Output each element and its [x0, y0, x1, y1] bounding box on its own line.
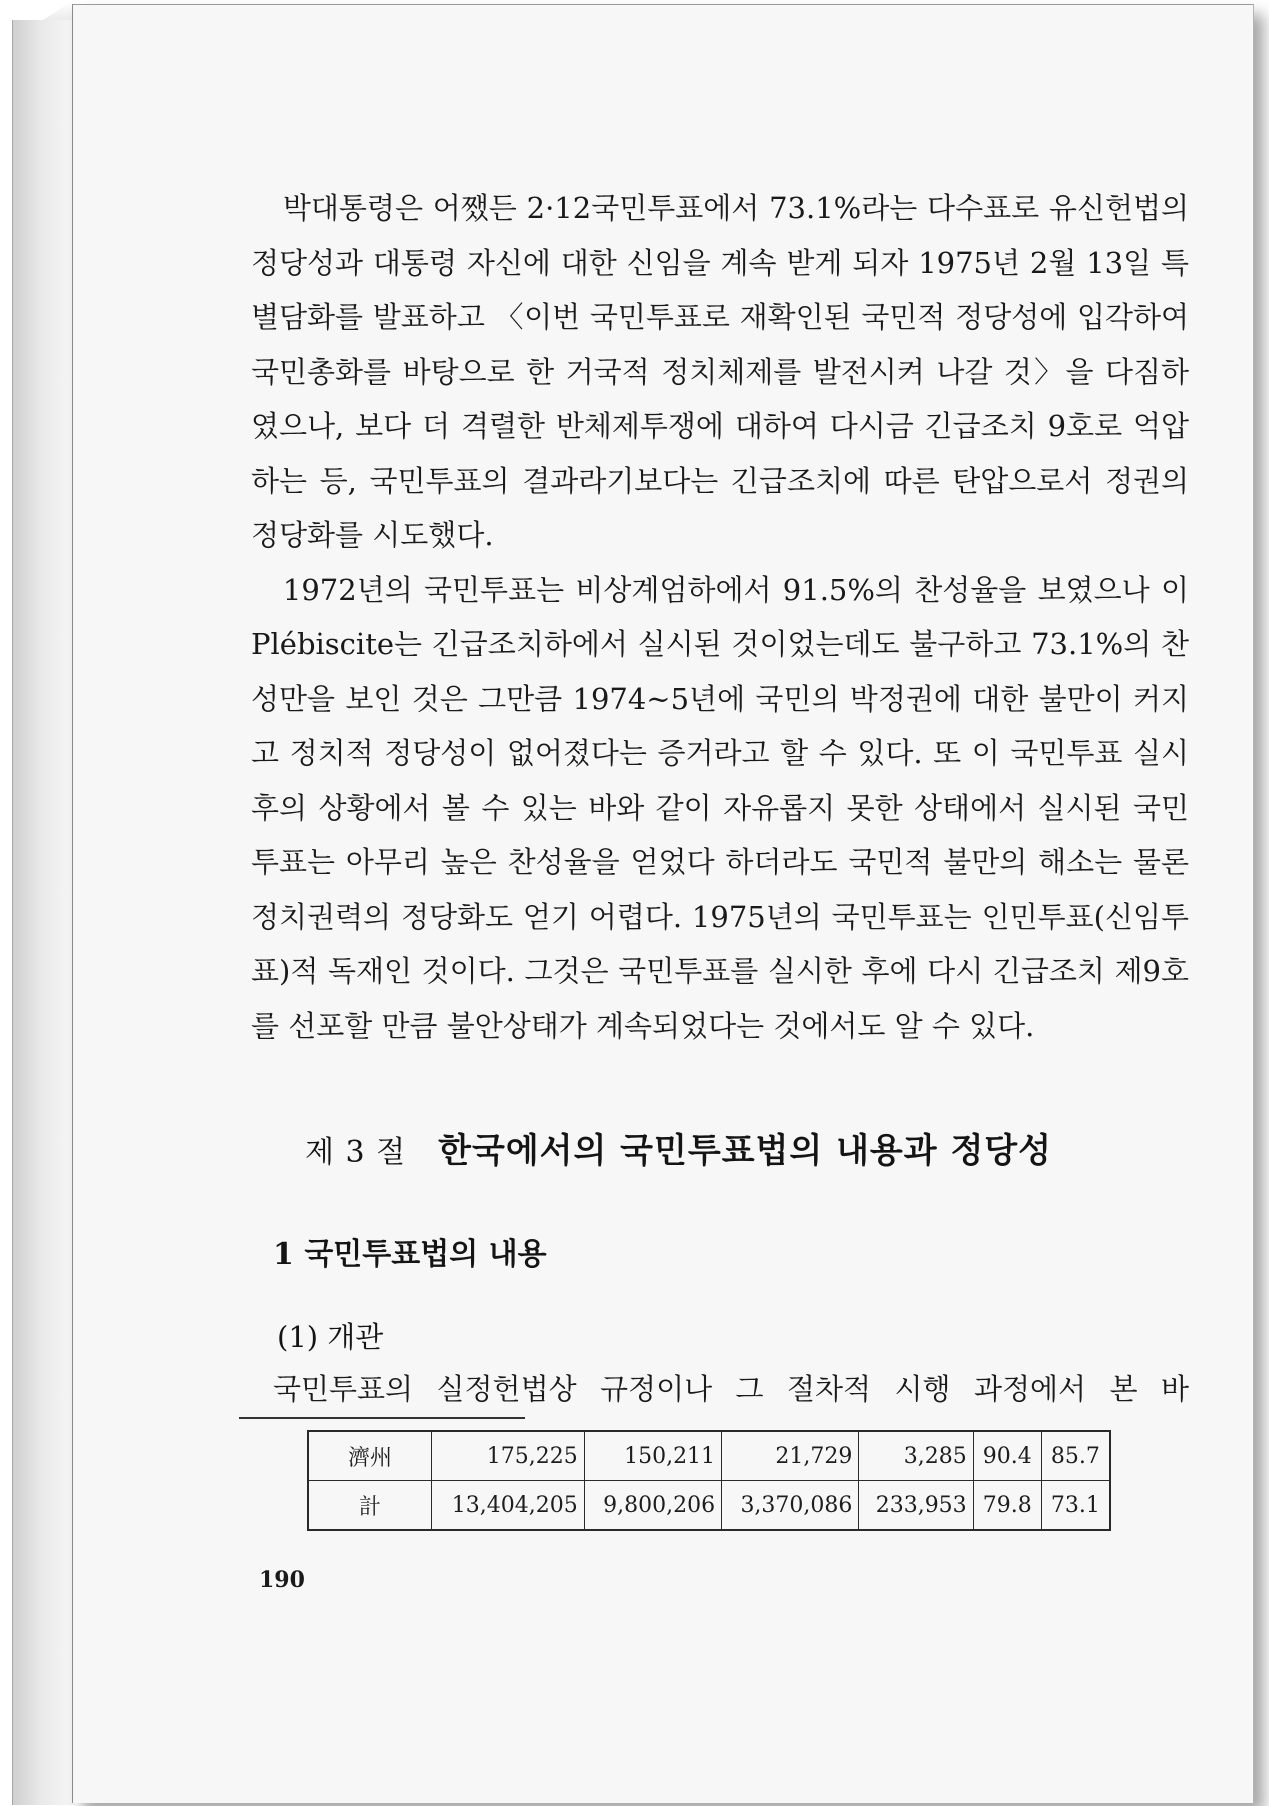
table-cell: 90.4: [973, 1431, 1041, 1481]
table-cell: 3,370,086: [722, 1481, 859, 1531]
table-cell: 73.1: [1041, 1481, 1110, 1531]
book-spine: [12, 20, 75, 1805]
table-row: [308, 1481, 1110, 1531]
referendum-results-table: [307, 1430, 1111, 1531]
footnote-divider: [239, 1417, 525, 1419]
table-cell: 9,800,206: [584, 1481, 721, 1531]
paragraph-1: 박대통령은 어쨌든 2·12국민투표에서 73.1%라는 다수표로 유신헌법의 정당성과 대통령 자신에 대한 신임을 계속 받게 되자 1975년 2월 13일 특별담화를 발표하고 〈이번 국민투표로 재확인된 국민적 정당성에 입각하여 국민총화를 바탕으로 한 거국적 정치체제를 발전시켜 나갈 것〉을 다짐하였으나, 보다 더 격렬한 반체제투쟁에 대하여 다시금 긴급조치 9호로 억압하는 등, 국민투표의 결과라기보다는 긴급조치에 따른 탄압으로서 정권의 정당화를 시도했다.: [251, 191, 1189, 552]
section-number: 제 3 절: [305, 1135, 407, 1170]
table-cell-region: 計: [308, 1481, 432, 1531]
subsubsection-heading: (1) 개관: [277, 1320, 384, 1354]
book-page: [72, 4, 1254, 1803]
continuing-text-line: 국민투표의 실정헌법상 규정이나 그 절차적 시행 과정에서 본 바: [273, 1372, 1189, 1406]
table-cell: 233,953: [859, 1481, 973, 1531]
subsection-heading: 1 국민투표법의 내용: [273, 1237, 547, 1272]
table-row: [308, 1431, 1110, 1481]
table-cell: 85.7: [1041, 1431, 1110, 1481]
table-cell: 3,285: [859, 1431, 973, 1481]
section-title: 한국에서의 국민투표법의 내용과 정당성: [438, 1131, 1052, 1171]
page-number: 190: [259, 1567, 305, 1593]
table-cell: 175,225: [432, 1431, 585, 1481]
section-heading: [305, 1123, 1205, 1172]
table-cell-region: 濟州: [308, 1431, 432, 1481]
table-cell: 150,211: [584, 1431, 721, 1481]
table-cell: 79.8: [973, 1481, 1041, 1531]
body-text: [251, 181, 1189, 1053]
table-cell: 13,404,205: [432, 1481, 585, 1531]
paragraph-2: 1972년의 국민투표는 비상계엄하에서 91.5%의 찬성율을 보였으나 이 Plébiscite는 긴급조치하에서 실시된 것이었는데도 불구하고 73.1%의 찬성만을 보인 것은 그만큼 1974~5년에 국민의 박정권에 대한 불만이 커지고 정치적 정당성이 없어졌다는 증거라고 할 수 있다. 또 이 국민투표 실시 후의 상황에서 볼 수 있는 바와 같이 자유롭지 못한 상태에서 실시된 국민투표는 아무리 높은 찬성율을 얻었다 하더라도 국민적 불만의 해소는 물론 정치권력의 정당화도 얻기 어렵다. 1975년의 국민투표는 인민투표(신임투표)적 독재인 것이다. 그것은 국민투표를 실시한 후에 다시 긴급조치 제9호를 선포할 만큼 불안상태가 계속되었다는 것에서도 알 수 있다.: [251, 572, 1189, 1043]
table-cell: 21,729: [722, 1431, 859, 1481]
